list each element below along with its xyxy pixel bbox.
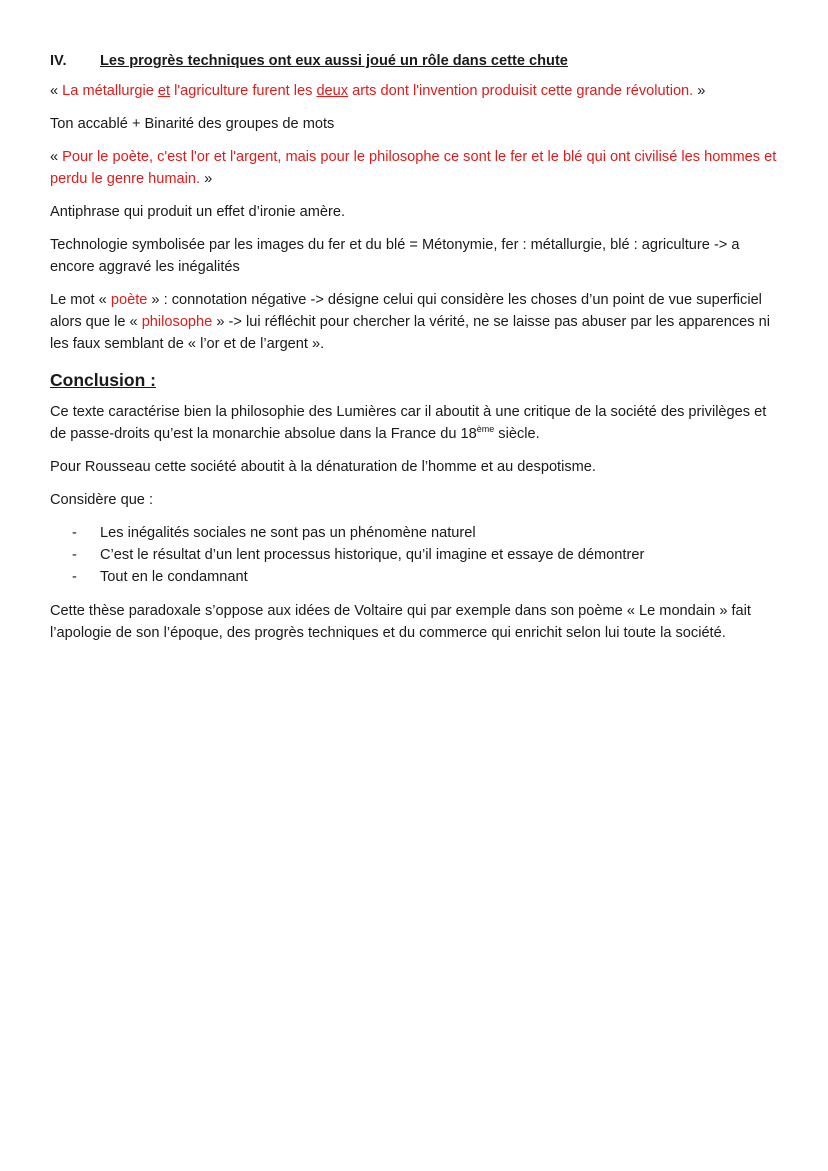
list-item-text: Tout en le condamnant: [100, 569, 248, 585]
antiphrase-paragraph: Antiphrase qui produit un effet d’ironie amère.: [50, 204, 346, 220]
dash-bullet: -: [72, 547, 77, 563]
mot-text-part: » -> lui réfléchit pour chercher la vérité, ne se laisse pas abuser par les apparences ni les faux semblant de « l’or et de l’argent ».: [50, 314, 770, 352]
superscript-eme: ème: [476, 424, 495, 435]
mot-text-part: » : connotation négative -> désigne celui qui considère les choses d’un point de vue superficiel alors que le «: [50, 292, 762, 330]
mot-philosophe: philosophe: [141, 314, 213, 330]
quote-underlined-deux: deux: [316, 83, 349, 99]
conclusion-paragraph-4: Cette thèse paradoxale s’oppose aux idées de Voltaire qui par exemple dans son poème « Le mondain » fait l’apologie de son l’époque, des progrès techniques et du commerce qui enrichit selon lui toute la société.: [50, 603, 751, 641]
section-heading: [50, 50, 778, 72]
section-title: Les progrès techniques ont eux aussi joué un rôle dans cette chute: [100, 53, 568, 69]
quote-close: »: [200, 171, 213, 187]
conclusion-text-part: siècle.: [494, 426, 540, 442]
quote-close: »: [693, 83, 706, 99]
quote-text-part: arts dont l'invention produisit cette grande révolution.: [348, 83, 694, 99]
conclusion-paragraph-2: Pour Rousseau cette société aboutit à la dénaturation de l’homme et au despotisme.: [50, 459, 596, 475]
list-item: [72, 522, 778, 544]
dash-bullet: -: [72, 525, 77, 541]
conclusion-text-part: Ce texte caractérise bien la philosophie des Lumières car il aboutit à une critique de la société des privilèges et de passe-droits qu’est la monarchie absolue dans la France du 18: [50, 404, 767, 442]
mot-paragraph: [50, 289, 778, 355]
technologie-paragraph: Technologie symbolisée par les images du fer et du blé = Métonymie, fer : métallurgie, blé : agriculture -> a encore aggravé les inégalités: [50, 237, 740, 275]
mot-text-part: Le mot «: [50, 292, 111, 308]
quote-metallurgie: [50, 80, 778, 102]
list-item: [72, 544, 778, 566]
quote-poete: [50, 146, 778, 190]
conclusion-paragraph-3: Considère que :: [50, 492, 154, 508]
list-item: [72, 566, 778, 588]
quote-text-part: La métallurgie: [62, 83, 158, 99]
quote-text-part: l'agriculture furent les: [170, 83, 317, 99]
considerations-list: [50, 522, 778, 588]
section-number: IV.: [50, 53, 67, 69]
dash-bullet: -: [72, 569, 77, 585]
quote-open: «: [50, 83, 63, 99]
conclusion-heading: Conclusion :: [50, 370, 156, 390]
conclusion-paragraph-1: [50, 401, 778, 445]
quote-text: Pour le poète, c'est l'or et l'argent, mais pour le philosophe ce sont le fer et le blé qui ont civilisé les hommes et perdu le genre humain.: [50, 149, 777, 187]
list-item-text: Les inégalités sociales ne sont pas un phénomène naturel: [100, 525, 476, 541]
list-item-text: C’est le résultat d’un lent processus historique, qu’il imagine et essaye de démontrer: [100, 547, 645, 563]
quote-underlined-et: et: [157, 83, 171, 99]
tone-paragraph: Ton accablé + Binarité des groupes de mots: [50, 116, 335, 132]
quote-open: «: [50, 149, 63, 165]
mot-poete: poète: [110, 292, 148, 308]
